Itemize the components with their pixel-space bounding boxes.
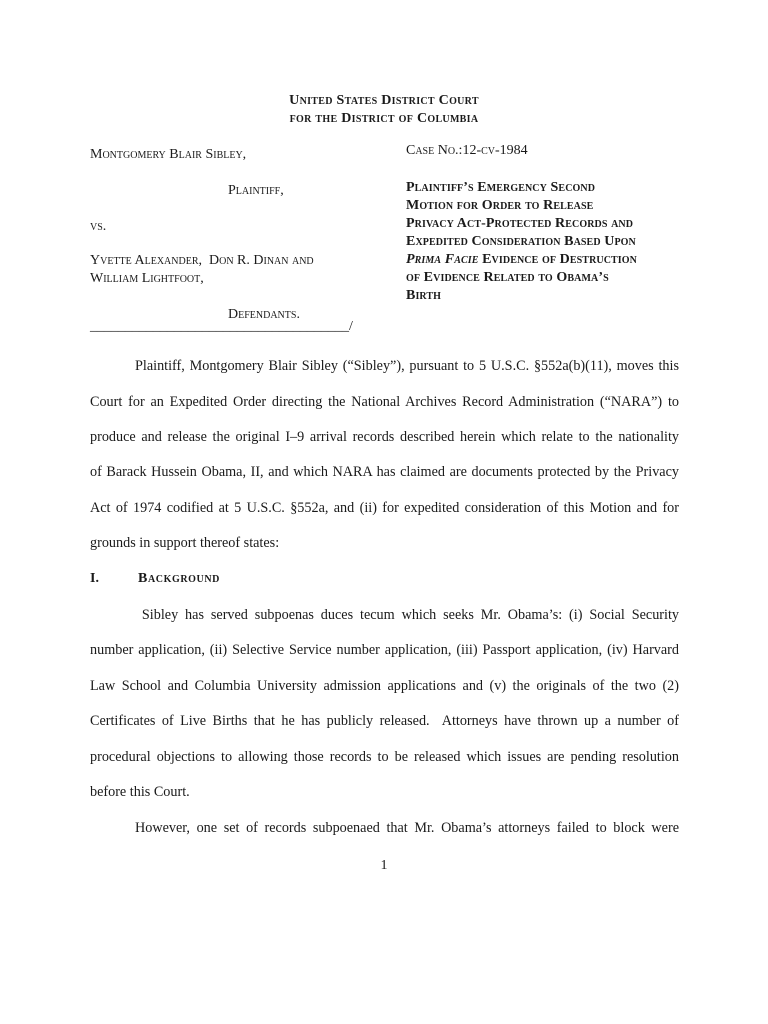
background-line-6: before this Court. <box>90 784 190 800</box>
plaintiff-role: Plaintiff, <box>228 183 284 198</box>
motion-title <box>406 179 686 305</box>
intro-line-4: of Barack Hussein Obama, II, and which NARA has claimed are documents protected by the Privacy <box>90 464 679 480</box>
intro-line-2: Court for an Expedited Order directing the National Archives Record Administration (“NARA”) to <box>90 394 679 410</box>
motion-title-line5-rest: Evidence of Destruction <box>478 252 637 267</box>
background-line-5: procedural objections to allowing those records to be released which issues are pending resolution <box>90 749 679 765</box>
motion-title-line7: Birth <box>406 288 442 303</box>
motion-title-line2: Motion for Order to Release <box>406 198 594 213</box>
motion-title-prima-facie: Prima Facie <box>406 252 479 267</box>
defendants-names-line1: Yvette Alexander, Don R. Dinan and <box>90 253 314 268</box>
caption-signature-line: _____________________________________/ <box>90 319 353 334</box>
plaintiff-name: Montgomery Blair Sibley, <box>90 147 247 162</box>
motion-title-line1: Plaintiff’s Emergency Second <box>406 180 596 195</box>
page-number: 1 <box>380 858 388 873</box>
final-paragraph-line-1: However, one set of records subpoenaed that Mr. Obama’s attorneys failed to block were <box>135 820 679 836</box>
court-name-line1: United States District Court <box>289 93 479 108</box>
section-title: Background <box>138 571 221 586</box>
intro-line-5: Act of 1974 codified at 5 U.S.C. §552a, and (ii) for expedited consideration of this Motion and for <box>90 500 679 516</box>
intro-line-6: grounds in support thereof states: <box>90 535 280 551</box>
case-number: Case No.:12-cv-1984 <box>406 143 528 158</box>
background-line-1: Sibley has served subpoenas duces tecum which seeks Mr. Obama’s: (i) Social Security <box>135 607 679 623</box>
intro-line-3: produce and release the original I–9 arrival records described herein which relate to the nationality <box>90 429 679 445</box>
background-line-2: number application, (ii) Selective Service number application, (iii) Passport application, (iv) Harvard <box>90 642 679 658</box>
background-line-4: Certificates of Live Births that he has publicly released. Attorneys have thrown up a number of <box>90 713 679 729</box>
court-name-line2: for the District of Columbia <box>289 111 479 126</box>
motion-title-line3: Privacy Act-Protected Records and <box>406 216 634 231</box>
defendants-names-line2: William Lightfoot, <box>90 271 204 286</box>
motion-title-line4: Expedited Consideration Based Upon <box>406 234 636 249</box>
section-number: I. <box>90 571 99 586</box>
motion-title-line6: of Evidence Related to Obama’s <box>406 270 609 285</box>
defendants-role: Defendants. <box>228 307 300 322</box>
section-heading <box>90 571 220 587</box>
intro-line-1: Plaintiff, Montgomery Blair Sibley (“Sibley”), pursuant to 5 U.S.C. §552a(b)(11), moves this <box>135 358 679 374</box>
background-line-3: Law School and Columbia University admission applications and (v) the originals of the two (2) <box>90 678 679 694</box>
motion-title-line5 <box>406 251 686 269</box>
versus-label: vs. <box>90 219 107 234</box>
